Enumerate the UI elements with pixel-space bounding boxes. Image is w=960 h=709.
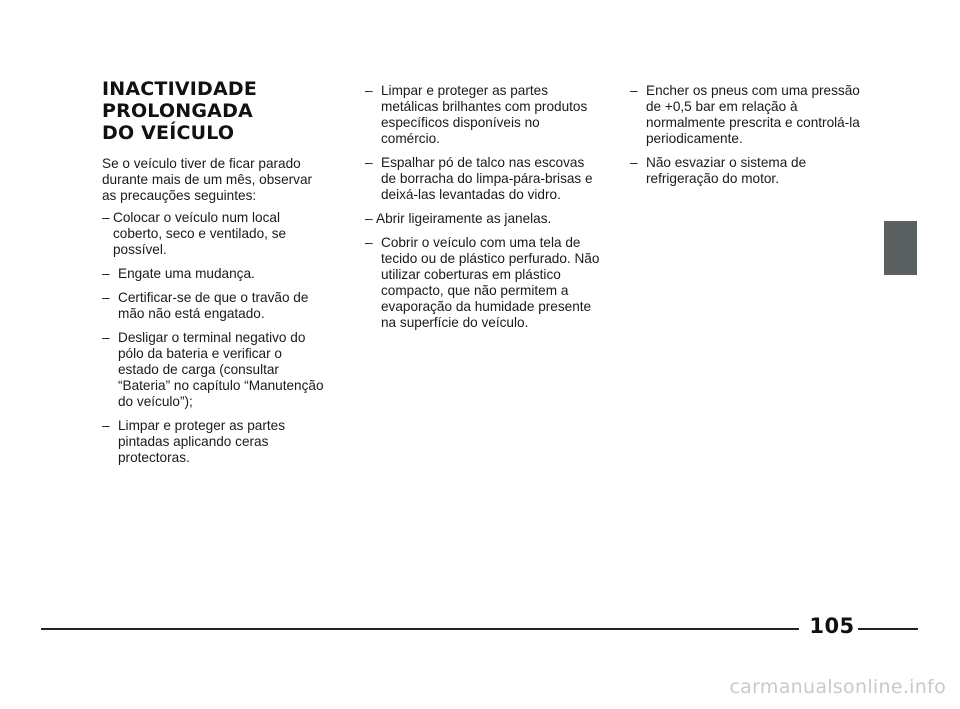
list-dash: – [102,290,110,305]
list-item [365,155,600,203]
list-item-text: Limpar e proteger as partes metálicas brilhantes com produtos específicos disponíveis no comércio. [381,83,588,146]
list-dash: – [630,83,638,98]
list-item [365,235,600,331]
list-dash: – [102,266,110,281]
list-item-text: Não esvaziar o sistema de refrigeração do motor. [646,155,807,186]
list-dash: – [102,210,110,225]
list-item-text: Abrir ligeiramente as janelas. [376,211,552,226]
list-item [365,211,600,227]
intro-paragraph: Se o veículo tiver de ficar parado durante mais de um mês, observar as precauções seguintes: [102,156,313,203]
section-title [102,78,324,144]
column-left [102,78,324,474]
list-item [102,418,324,466]
list-item-text: Limpar e proteger as partes pintadas aplicando ceras protectoras. [118,418,285,465]
list-item [365,83,600,147]
list-item [102,210,324,258]
section-title-line: DO VEÍCULO [102,122,235,144]
footer-rule [858,628,918,630]
footer-rule [41,628,799,630]
list-dash: – [102,330,110,345]
list-item-text: Certificar-se de que o travão de mão não está engatado. [118,290,309,321]
page-number: 105 [809,614,855,638]
list-dash: – [365,211,373,226]
watermark: carmanualsonline.info [729,676,946,698]
section-title-line: PROLONGADA [102,100,253,122]
list-item-text: Espalhar pó de talco nas escovas de borracha do limpa-pára-brisas e deixá-las levantadas do vidro. [381,155,593,202]
list-item-text: Encher os pneus com uma pressão de +0,5 bar em relação à normalmente prescrita e controlá-la periodicamente. [646,83,860,146]
list-dash: – [365,155,373,170]
column-right [630,83,865,195]
list-item [630,155,865,187]
list-item [630,83,865,147]
list-item-text: Cobrir o veículo com uma tela de tecido ou de plástico perfurado. Não utilizar coberturas em plástico compacto, que não permitem a evaporação da humidade presente na superfície do veículo. [381,235,600,330]
column-middle [365,83,600,339]
list-dash: – [365,83,373,98]
list-dash: – [102,418,110,433]
list-item-text: Desligar o terminal negativo do pólo da bateria e verificar o estado de carga (consultar “Bateria” no capítulo “Manutenção do veículo”); [118,330,324,409]
list-item [102,266,324,282]
section-title-line: INACTIVIDADE [102,78,258,100]
list-dash: – [365,235,373,250]
list-item [102,290,324,322]
list-item [102,330,324,410]
list-dash: – [630,155,638,170]
list-item-text: Engate uma mudança. [118,266,255,281]
list-item-text: Colocar o veículo num local coberto, seco e ventilado, se possível. [113,210,287,257]
section-tab-marker [884,221,917,275]
